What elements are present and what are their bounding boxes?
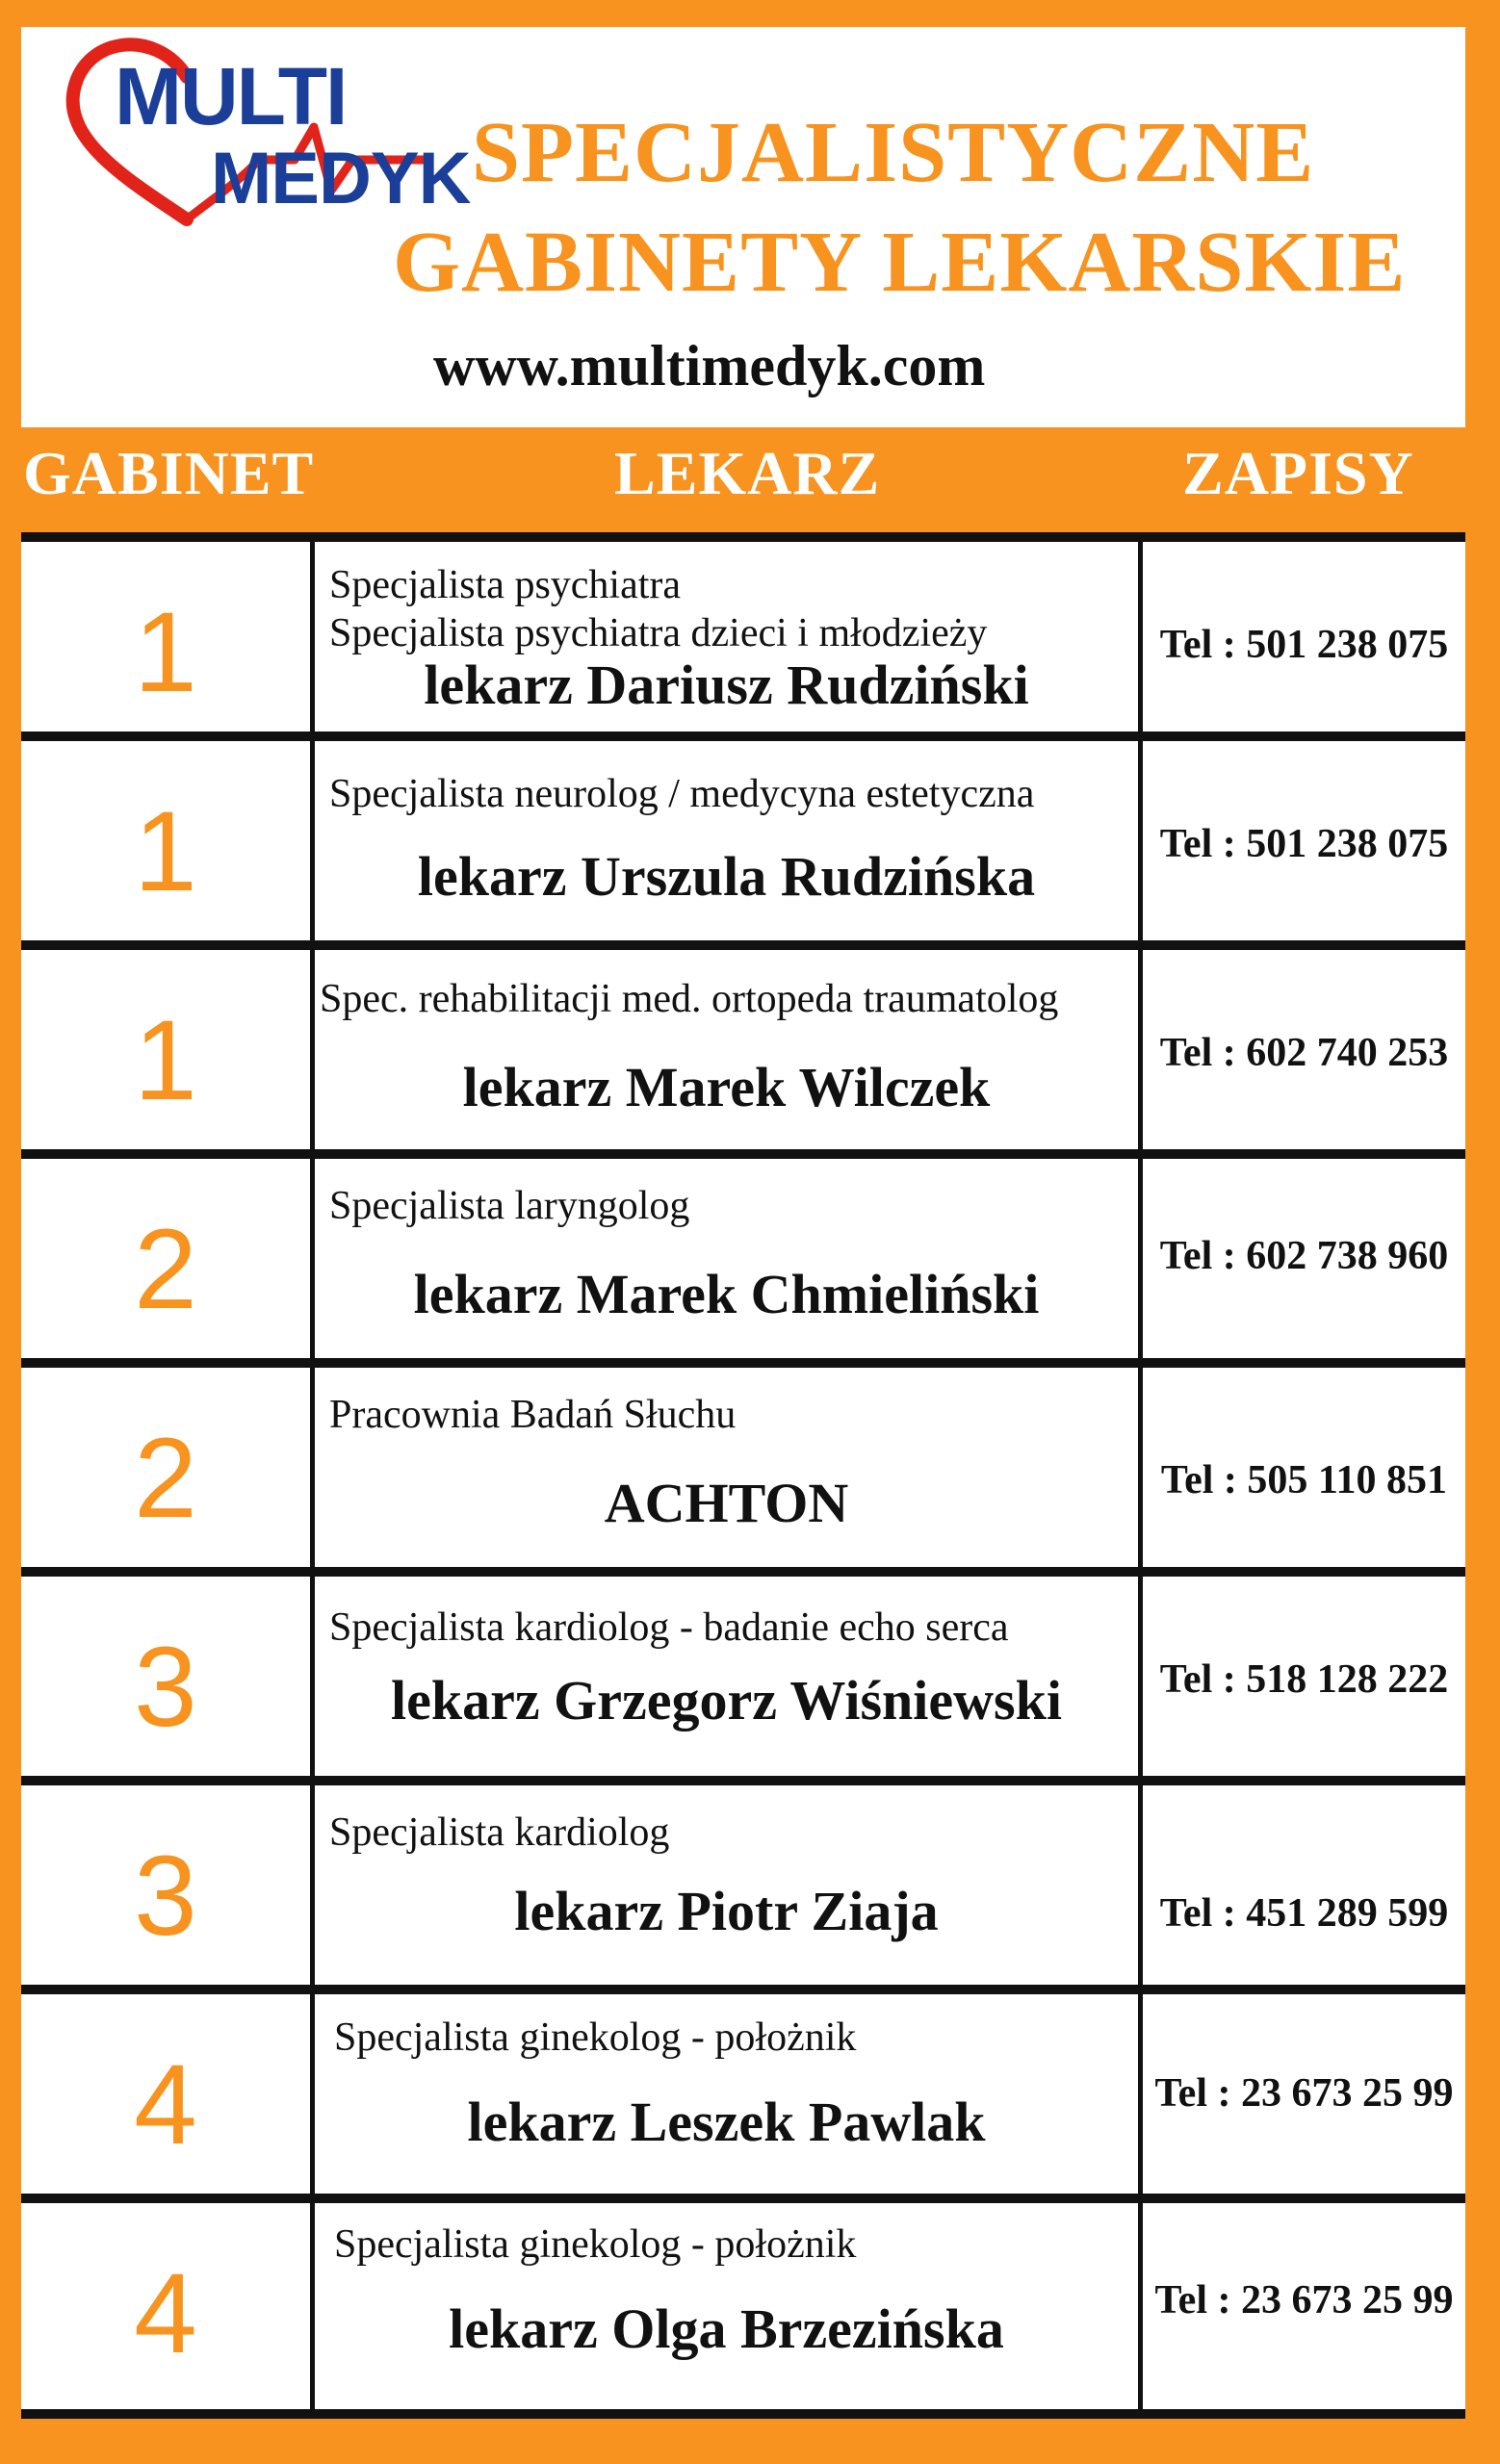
specialty-text: Specjalista psychiatra Specjalista psychiatra dzieci i młodzieży bbox=[329, 563, 988, 656]
specialty-text: Specjalista neurolog / medycyna estetyczna bbox=[329, 772, 1035, 816]
lab-name: ACHTON bbox=[604, 1472, 849, 1534]
specialty-text: Pracownia Badań Słuchu bbox=[329, 1393, 737, 1437]
room-number: 1 bbox=[134, 788, 197, 915]
room-number: 3 bbox=[134, 1833, 197, 1960]
phone-number: Tel : 518 128 222 bbox=[1159, 1657, 1449, 1702]
doctor-name: lekarz Urszula Rudzińska bbox=[417, 845, 1036, 908]
page-title-line-2: GABINETY LEKARSKIE bbox=[393, 215, 1407, 310]
room-number: 3 bbox=[134, 1624, 197, 1751]
phone-number: Tel : 505 110 851 bbox=[1160, 1458, 1448, 1502]
doctor-name: lekarz Marek Wilczek bbox=[462, 1056, 991, 1118]
table-row bbox=[21, 1368, 1465, 1578]
room-number: 2 bbox=[134, 1415, 197, 1542]
website-url: www.multimedyk.com bbox=[433, 334, 986, 398]
table-row bbox=[21, 1994, 1465, 2204]
doctor-name: lekarz Dariusz Rudziński bbox=[424, 654, 1029, 716]
phone-number: Tel : 501 238 075 bbox=[1159, 822, 1449, 866]
table-divider bbox=[21, 1149, 1465, 1159]
doctors-table bbox=[21, 532, 1465, 2419]
table-divider bbox=[21, 532, 1465, 542]
specialty-text: Specjalista ginekolog - położnik bbox=[334, 2222, 857, 2267]
table-divider bbox=[21, 2194, 1465, 2203]
room-number: 2 bbox=[134, 1206, 197, 1333]
page-title-line-1: SPECJALISTYCZNE bbox=[472, 105, 1315, 200]
column-header-gabinet: GABINET bbox=[23, 439, 315, 507]
logo-text-medyk: MEDYK bbox=[211, 138, 471, 219]
phone-number: Tel : 451 289 599 bbox=[1159, 1891, 1449, 1936]
room-number: 1 bbox=[134, 997, 197, 1124]
specialty-text: Spec. rehabilitacji med. ortopeda traumatolog bbox=[320, 977, 1059, 1021]
table-row bbox=[21, 1785, 1465, 1995]
column-header-lekarz: LEKARZ bbox=[614, 439, 881, 507]
column-divider bbox=[1138, 532, 1143, 2419]
table-row bbox=[21, 1577, 1465, 1786]
table-row bbox=[21, 950, 1465, 1160]
doctor-name: lekarz Grzegorz Wiśniewski bbox=[391, 1669, 1062, 1732]
table-row bbox=[21, 741, 1465, 951]
phone-number: Tel : 23 673 25 99 bbox=[1154, 2071, 1454, 2116]
table-row bbox=[21, 1159, 1465, 1369]
table-divider bbox=[21, 1567, 1465, 1577]
column-divider bbox=[310, 532, 315, 2419]
table-divider bbox=[21, 940, 1465, 950]
room-number: 1 bbox=[134, 589, 197, 716]
doctor-name: lekarz Olga Brzezińska bbox=[449, 2297, 1004, 2360]
specialty-text: Specjalista kardiolog - badanie echo serca bbox=[329, 1605, 1009, 1650]
phone-number: Tel : 602 738 960 bbox=[1159, 1234, 1449, 1278]
phone-number: Tel : 501 238 075 bbox=[1159, 623, 1449, 667]
specialty-text: Specjalista kardiolog bbox=[329, 1810, 670, 1855]
specialty-text: Specjalista ginekolog - położnik bbox=[334, 2015, 857, 2060]
column-header-zapisy: ZAPISY bbox=[1182, 439, 1414, 507]
doctor-name: lekarz Piotr Ziaja bbox=[514, 1880, 939, 1942]
logo-text-multi: MULTI bbox=[115, 51, 347, 141]
table-row bbox=[21, 542, 1465, 752]
table-divider bbox=[21, 1776, 1465, 1785]
table-row bbox=[21, 2203, 1465, 2413]
specialty-text: Specjalista laryngolog bbox=[329, 1184, 690, 1228]
table-divider bbox=[21, 1985, 1465, 1994]
table-divider bbox=[21, 732, 1465, 741]
doctor-name: lekarz Leszek Pawlak bbox=[467, 2091, 986, 2153]
room-number: 4 bbox=[134, 2250, 197, 2377]
table-divider bbox=[21, 1358, 1465, 1368]
room-number: 4 bbox=[134, 2041, 197, 2169]
phone-number: Tel : 23 673 25 99 bbox=[1154, 2278, 1454, 2323]
doctor-name: lekarz Marek Chmieliński bbox=[413, 1263, 1040, 1325]
phone-number: Tel : 602 740 253 bbox=[1159, 1031, 1449, 1075]
table-divider bbox=[21, 2409, 1465, 2419]
multimedyk-logo bbox=[42, 27, 471, 239]
header-panel bbox=[21, 27, 1465, 427]
